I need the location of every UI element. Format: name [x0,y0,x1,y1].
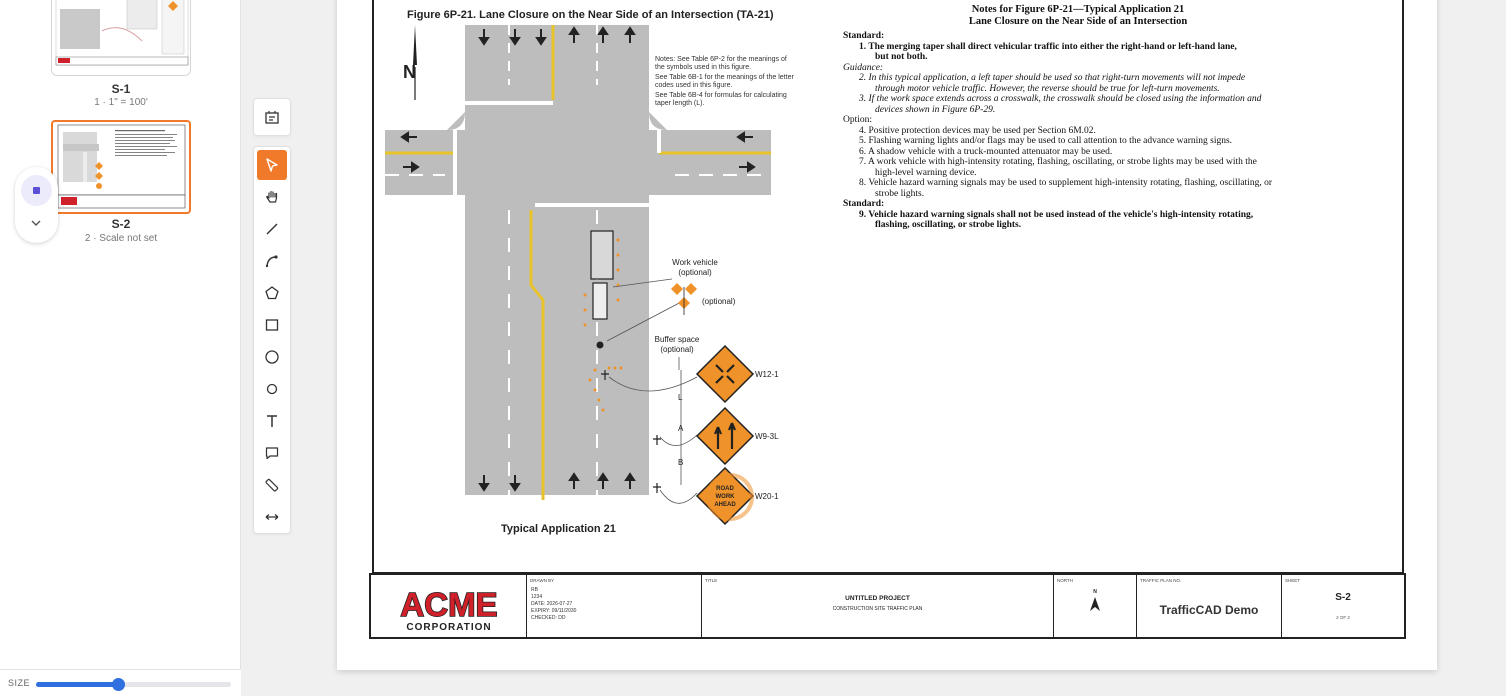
note-item: 7. A work vehicle with high-intensity rotating, flashing, oscillating, or strobe lights may be used with the [859,157,1257,167]
select-arrow-icon[interactable] [257,150,287,180]
note-item: 3. If the work space extends across a crosswalk, the crosswalk should be closed using the information and [859,94,1262,104]
label-dim-l: L [678,393,683,402]
flag-device-icon [671,283,697,315]
notes-heading: Standard: [843,31,885,41]
sheets-panel [0,0,241,696]
drawing-toolbar [253,146,291,534]
note-item: 6. A shadow vehicle with a truck-mounted attenuator may be used. [859,146,1113,157]
north-arrow-icon [1089,597,1101,611]
note-item: 2. In this typical application, a left taper should be used so that right-turn movements will not impede [859,73,1246,83]
project-subtitle: CONSTRUCTION SITE TRAFFIC PLAN [832,606,923,612]
note-item: 8. Vehicle hazard warning signals may be used to supplement high-intensity rotating, flashing, oscillating, or [859,178,1272,188]
rectangle-icon[interactable] [257,310,287,340]
notes-subtitle: Lane Closure on the Near Side of an Intersection [968,16,1188,27]
sign-text: AHEAD [714,502,736,508]
drawn-line: EXPIRY: 09/11/2030 [531,608,577,614]
size-control [0,669,241,696]
circle-icon[interactable] [257,342,287,372]
cell-caption: TRAFFIC PLAN NO. [1140,578,1182,583]
title-cell [702,575,1054,637]
label-dim-b: B [678,458,684,467]
work-vehicle-car [593,283,607,319]
sheet-scale-s2: 2 · Scale not set [84,233,158,244]
size-slider[interactable] [36,682,231,687]
notes-heading: Guidance: [843,62,884,73]
figure-notes [843,4,1313,231]
sign-text: ROAD [716,486,734,492]
sign-w9-3l-icon [697,408,753,464]
sign-text: WORK [715,494,735,500]
label-buffer-space: Buffer space [654,335,700,344]
size-slider-handle[interactable] [112,678,125,691]
road-north-south [465,25,649,495]
notes-title: Notes for Figure 6P-21—Typical Application 21 [971,4,1185,15]
plan-name: TrafficCAD Demo [1159,603,1259,617]
label-flag-optional: (optional) [702,297,736,306]
sheet-number: S-2 [1335,592,1351,603]
drawn-by-cell [527,575,702,637]
north-cell [1054,575,1137,637]
title-block [369,573,1406,639]
note-item: strobe lights. [875,188,925,199]
layer-button[interactable] [21,175,52,206]
logo-text: ACME [400,586,498,623]
layer-control [15,167,58,243]
logo-subtext: CORPORATION [406,622,492,633]
north-letter: N [1093,589,1097,595]
notes-heading: Option: [843,115,873,125]
label-w12-1: W12-1 [755,370,779,379]
sheet-label-s2: S-2 [111,217,131,231]
sheet-scale-s1: 1 · 1" = 100' [94,97,148,108]
note-item: 5. Flashing warning lights and/or flags may be used to call attention to the advance warning signs. [859,136,1233,146]
layer-icon [33,187,40,194]
sheet-thumbnail-s1[interactable] [51,0,191,76]
sign-w12-1-icon [697,346,753,402]
notes-heading: Standard: [843,199,885,209]
comment-icon[interactable] [257,438,287,468]
project-name: UNTITLED PROJECT [845,595,910,602]
drawn-line: DATE: 2026-07-27 [531,601,573,607]
hand-icon[interactable] [257,182,287,212]
line-icon[interactable] [257,214,287,244]
chevron-down-icon[interactable] [26,213,46,233]
size-label: SIZE [8,678,31,688]
north-label: N [403,62,416,82]
cell-caption: TITLE [705,578,718,583]
label-work-vehicle: Work vehicle [672,258,718,267]
polygon-icon[interactable] [257,278,287,308]
label-w9-3l: W9-3L [755,432,779,441]
note-item: 9. Vehicle hazard warning signals shall not be used instead of the vehicle's high-intensity rotating, [859,209,1254,220]
title-block-logo-cell [371,575,527,637]
drawn-line: CHECKED: DD [531,615,566,621]
side-note: See Table 6B-1 for the meanings of the letter codes used in this figure. [655,74,794,89]
sheet-label-s1: S-1 [111,82,131,96]
figure-side-notes [655,56,795,110]
drawing-sheet [337,0,1437,670]
text-icon[interactable] [257,406,287,436]
note-item: but not both. [875,52,928,62]
sheet-of: 2 OF 2 [1336,615,1350,620]
small-circle-icon[interactable] [257,374,287,404]
label-w20-1: W20-1 [755,492,779,501]
note-item: high-level warning device. [875,167,977,178]
cell-caption: SHEET [1285,578,1301,583]
curve-icon[interactable] [257,246,287,276]
sheet-cell [1282,575,1404,637]
sheet-icon[interactable] [257,102,287,132]
figure-title: Figure 6P-21. Lane Closure on the Near Side of an Intersection (TA-21) [407,9,774,21]
cell-caption: DRAWN BY [530,578,555,583]
traffic-plan-cell [1137,575,1282,637]
side-note: See Table 6B-4 for formulas for calculating taper length (L). [655,92,787,107]
note-item: 4. Positive protection devices may be used per Section 6M.02. [859,125,1096,136]
note-item: 1. The merging taper shall direct vehicular traffic into either the right-hand or left-hand lane, [859,41,1237,52]
size-slider-fill [36,682,118,687]
figure-caption: Typical Application 21 [501,523,616,535]
sheet-thumbnail-s2[interactable] [51,120,191,214]
drawn-line: RB [531,587,538,593]
road-east-west [385,130,771,195]
note-item: devices shown in Figure 6P-29. [875,104,996,115]
label-dim-a: A [678,424,684,433]
measure-icon[interactable] [257,470,287,500]
work-vehicle-truck [591,231,613,279]
label-buffer-optional: (optional) [660,345,694,354]
note-item: through motor vehicle traffic. However, the reverse should be true for left-turn movements. [875,83,1220,94]
label-work-vehicle-optional: (optional) [678,268,712,277]
dimension-icon[interactable] [257,502,287,532]
note-item: flashing, oscillating, or strobe lights. [875,220,1022,230]
sheet-toolbar [253,98,291,136]
drawn-line: 1234 [531,594,543,600]
acme-logo [391,585,507,633]
side-note: Notes: See Table 6P-2 for the meanings of the symbols used in this figure. [655,56,787,71]
cell-caption: NORTH [1057,578,1073,583]
